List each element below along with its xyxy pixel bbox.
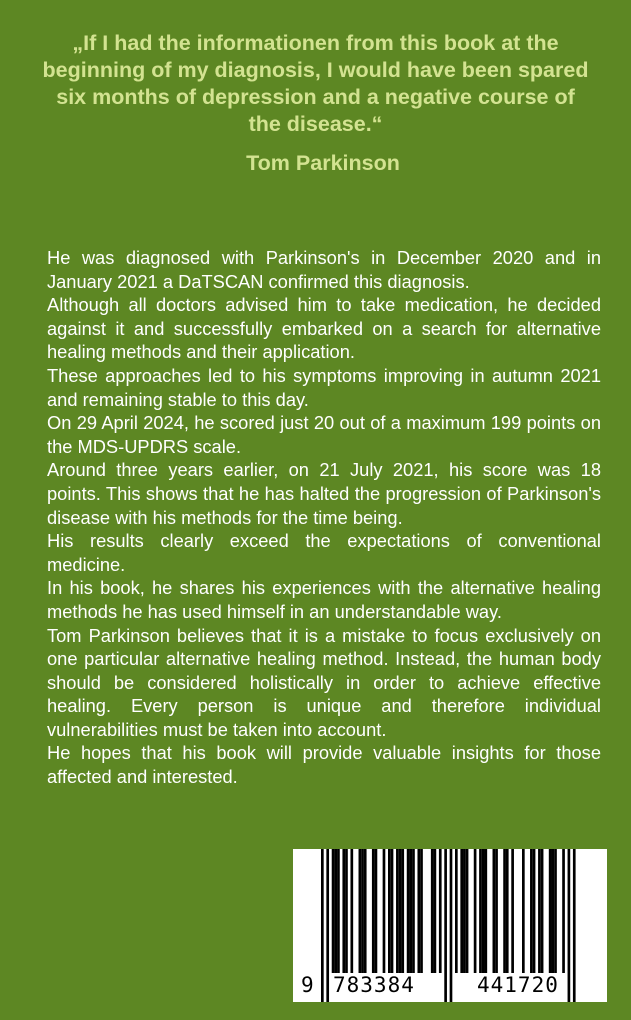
barcode-bar	[511, 849, 514, 973]
blurb-paragraph: His results clearly exceed the expectations of conventional medicine.	[47, 530, 601, 575]
barcode-bar	[375, 849, 378, 973]
barcode-bar	[450, 849, 453, 1002]
barcode-bar	[460, 849, 463, 973]
barcode-bar	[562, 849, 565, 973]
barcode-digits-left: 783384	[333, 973, 415, 997]
barcode-bar	[412, 849, 415, 973]
blurb-paragraph: On 29 April 2024, he scored just 20 out of a maximum 199 points on the MDS-UPDRS scale.	[47, 412, 601, 457]
barcode-bar	[337, 849, 340, 973]
barcode-bar	[538, 849, 541, 973]
barcode-bar	[409, 849, 412, 973]
barcode-bar	[444, 849, 447, 1002]
blurb-paragraph: He hopes that his book will provide valuable insights for those affected and interested.	[47, 742, 601, 788]
barcode-bar	[383, 849, 386, 973]
barcode-bar	[417, 849, 420, 973]
barcode-bar	[439, 849, 442, 973]
barcode-bar	[466, 849, 469, 973]
barcode-bar	[522, 849, 525, 973]
barcode-bar	[554, 849, 557, 973]
blurb-paragraph: In his book, he shares his experiences with the alternative healing methods he has used himself in an understandable way.	[47, 577, 601, 622]
blurb-text	[47, 246, 601, 789]
barcode-bar	[407, 849, 410, 973]
barcode-bar	[568, 849, 571, 1002]
barcode-digits-right: 441720	[477, 973, 559, 997]
blurb-paragraph: Around three years earlier, on 21 July 2021, his score was 18 points. This shows that he has halted the progression of Parkinson's disease with his methods for the time being.	[47, 459, 601, 528]
barcode-bar	[372, 849, 375, 973]
barcode-bar	[434, 849, 437, 973]
barcode-bar	[332, 849, 335, 973]
barcode-bar	[551, 849, 554, 973]
barcode-digit-first: 9	[301, 973, 315, 997]
barcode-bar	[326, 849, 329, 1002]
barcode-bar	[455, 849, 458, 973]
barcode-bar	[364, 849, 367, 973]
barcode-bar	[431, 849, 434, 973]
back-cover-quote: „If I had the informationen from this book at the beginning of my diagnosis, I would have been spared six months of depression and a negative course of the disease.“	[42, 31, 589, 136]
barcode-bar	[541, 849, 544, 973]
barcode-bar	[493, 849, 496, 973]
barcode-bar	[549, 849, 552, 973]
barcode-bar	[361, 849, 364, 973]
barcode-bar	[396, 849, 399, 973]
barcode-bar	[479, 849, 482, 973]
barcode-bar	[573, 849, 576, 1002]
barcode-bar	[345, 849, 348, 973]
barcode-bar	[503, 849, 506, 973]
blurb-paragraph: These approaches led to his symptoms improving in autumn 2021 and remaining stable to this day.	[47, 364, 601, 410]
isbn-barcode	[293, 849, 607, 1002]
barcode-bar	[342, 849, 345, 973]
barcode-bar	[401, 849, 404, 973]
barcode-bar	[388, 849, 391, 973]
blurb-paragraph: Tom Parkinson believes that it is a mistake to focus exclusively on one particular alternative healing method. Instead, the human body should be considered holistically in order to achieve effective healing. Every person is unique and therefore individual vulnerabilities must be taken into account.	[47, 624, 601, 740]
barcode-bar	[506, 849, 509, 973]
barcode-bar	[350, 849, 353, 973]
barcode-bar	[391, 849, 394, 973]
barcode-bar	[399, 849, 402, 973]
blurb-paragraph: He was diagnosed with Parkinson's in December 2020 and in January 2021 a DaTSCAN confirmed this diagnosis.	[47, 247, 601, 292]
barcode-bar	[474, 849, 477, 973]
barcode-bar	[533, 849, 536, 973]
barcode-bar	[334, 849, 337, 973]
barcode-bar	[530, 849, 533, 973]
barcode-bar	[484, 849, 487, 973]
barcode-bar	[495, 849, 498, 973]
barcode-bar	[359, 849, 362, 973]
quote-author: Tom Parkinson	[246, 151, 400, 175]
barcode-bar	[420, 849, 423, 973]
barcode-bar	[321, 849, 324, 1002]
barcode-bar	[463, 849, 466, 973]
barcode-bar	[482, 849, 485, 973]
blurb-paragraph: Although all doctors advised him to take medication, he decided against it and successfully embarked on a search for alternative healing methods and their application.	[47, 294, 601, 363]
